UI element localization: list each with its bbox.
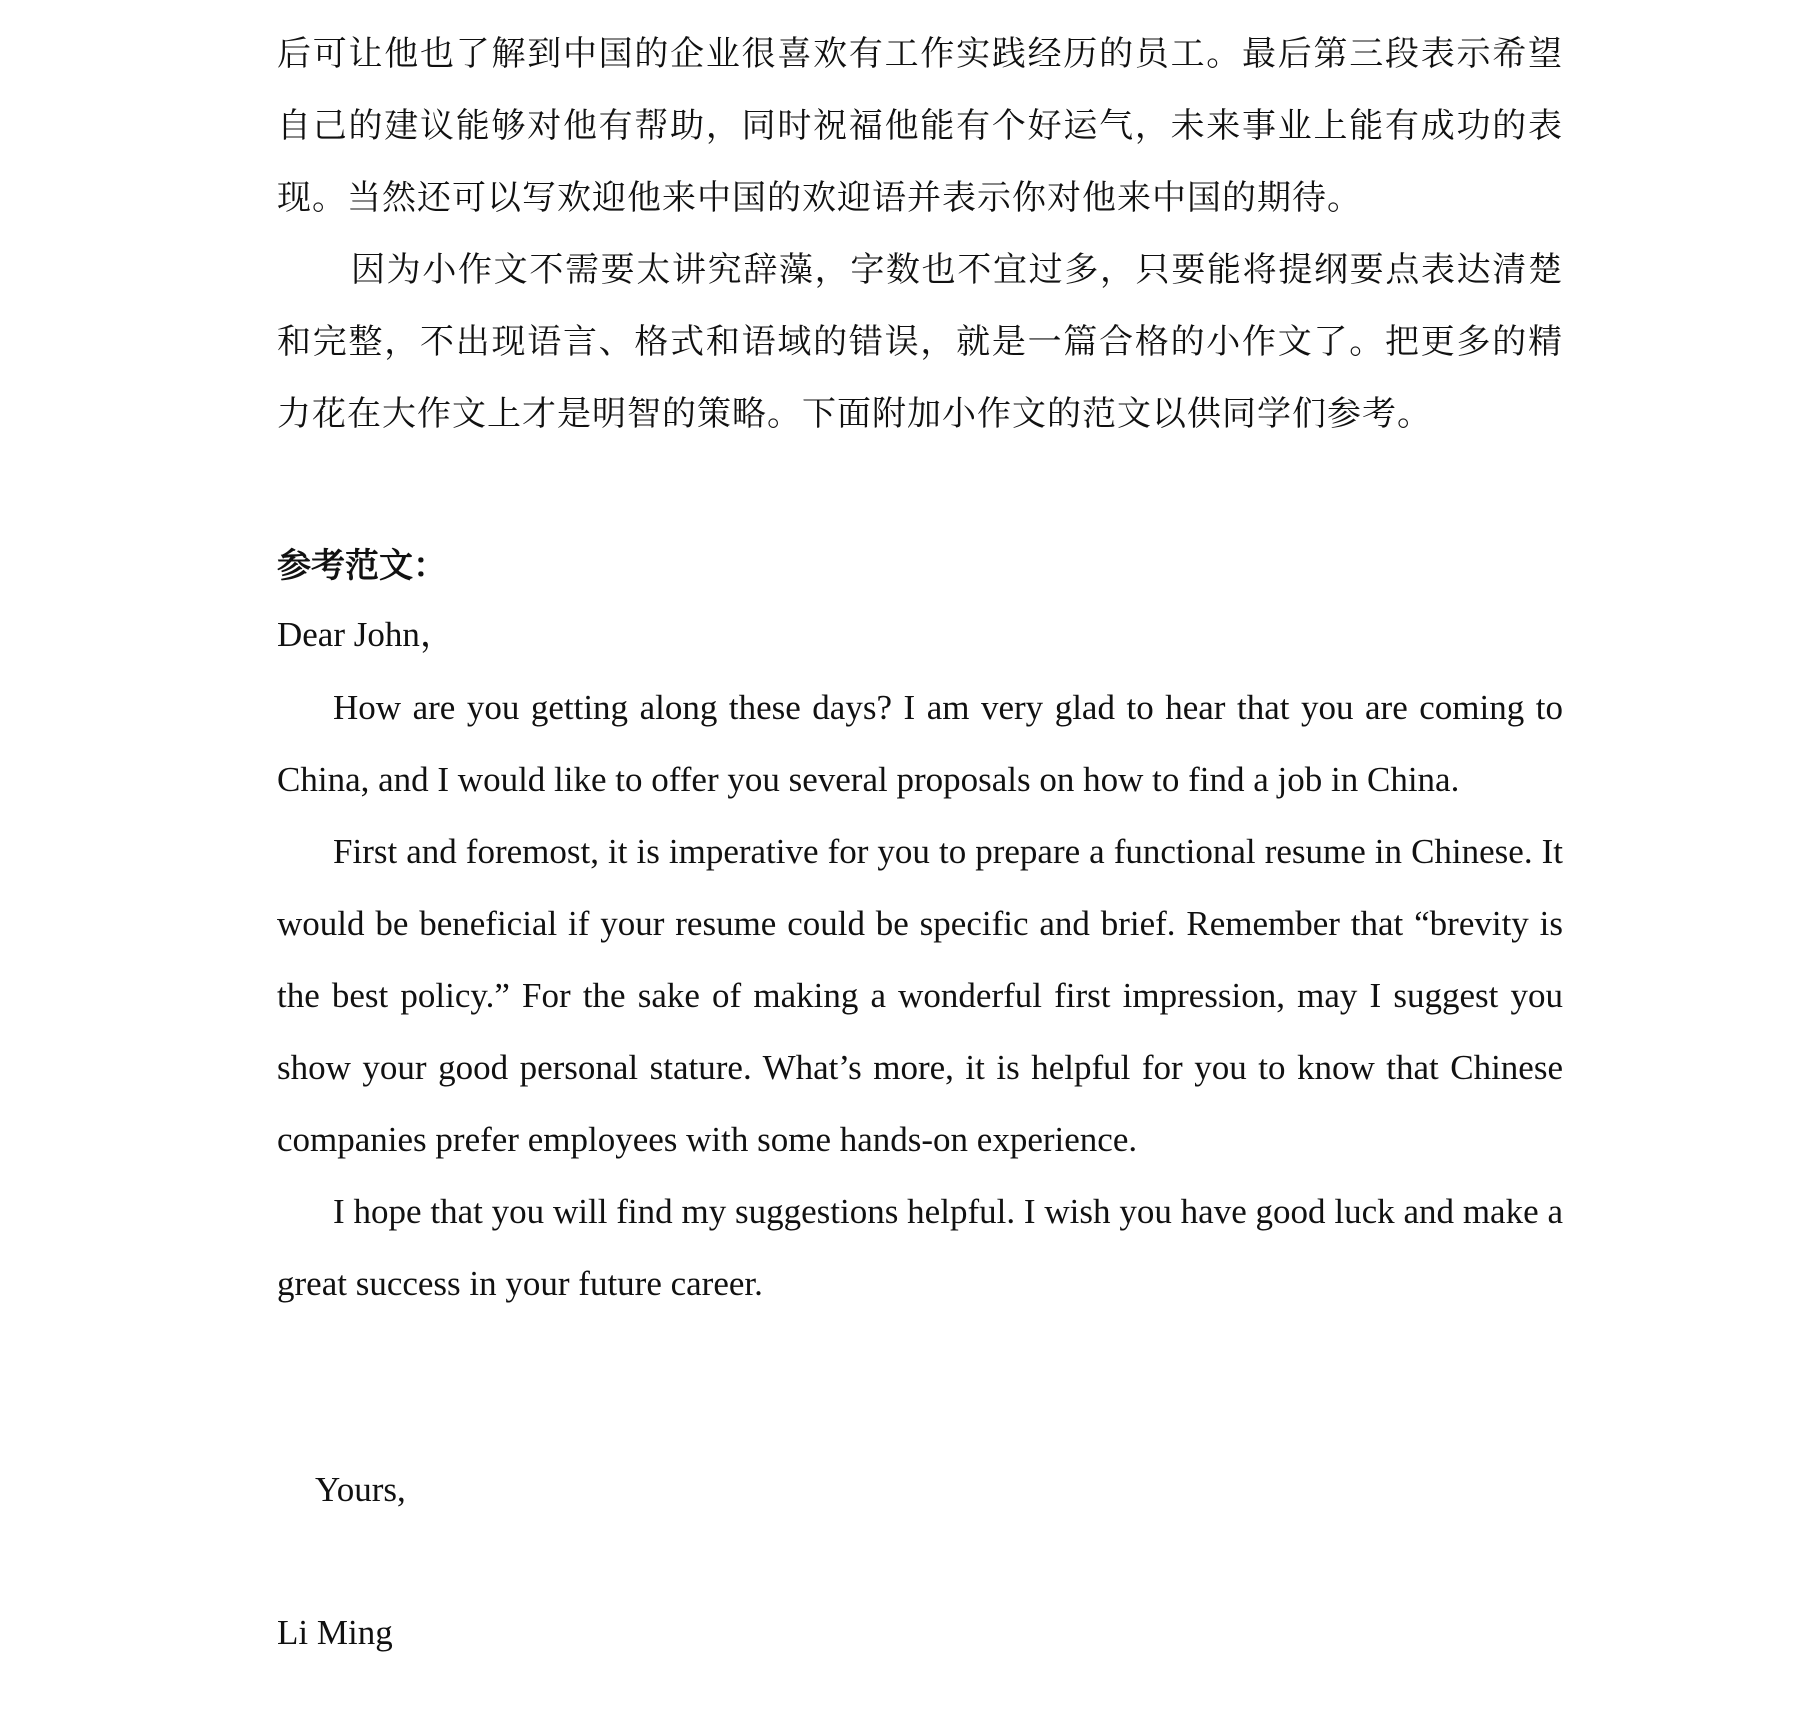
letter-salutation: Dear John， [277,615,455,654]
letter-body [277,672,1563,1320]
chinese-paragraph: 后可让他也了解到中国的企业很喜欢有工作实践经历的员工。最后第三段表示希望自己的建议能够对他有帮助，同时祝福他能有个好运气，未来事业上能有成功的表现。当然还可以写欢迎他来中国的欢迎语并表示你对他来中国的期待。 [277,34,1563,218]
letter-paragraph: First and foremost, it is imperative for you to prepare a functional resume in Chinese. It would be beneficial if your resume could be specific and brief. Remember that “brevity is the best policy.” For the sake of making a wonderful first impression, may I suggest you show your good personal stature. What’s more, it is helpful for you to know that Chinese companies prefer employees with some hands-on experience. [277,832,1563,1159]
sample-essay-heading: 参考范文： [277,546,447,586]
letter-closing: Yours, [315,1470,406,1509]
letter-paragraph: How are you getting along these days? I am very glad to hear that you are coming to China, and I would like to offer you several proposals on how to find a job in China. [277,688,1563,799]
chinese-guidance [277,18,1563,450]
letter-signature: Li Ming [277,1613,393,1652]
chinese-paragraph: 因为小作文不需要太讲究辞藻，字数也不宜过多，只要能将提纲要点表达清楚和完整，不出现语言、格式和语域的错误，就是一篇合格的小作文了。把更多的精力花在大作文上才是明智的策略。下面附加小作文的范文以供同学们参考。 [277,250,1563,434]
letter-paragraph: I hope that you will find my suggestions helpful. I wish you have good luck and make a great success in your future career. [277,1192,1563,1303]
